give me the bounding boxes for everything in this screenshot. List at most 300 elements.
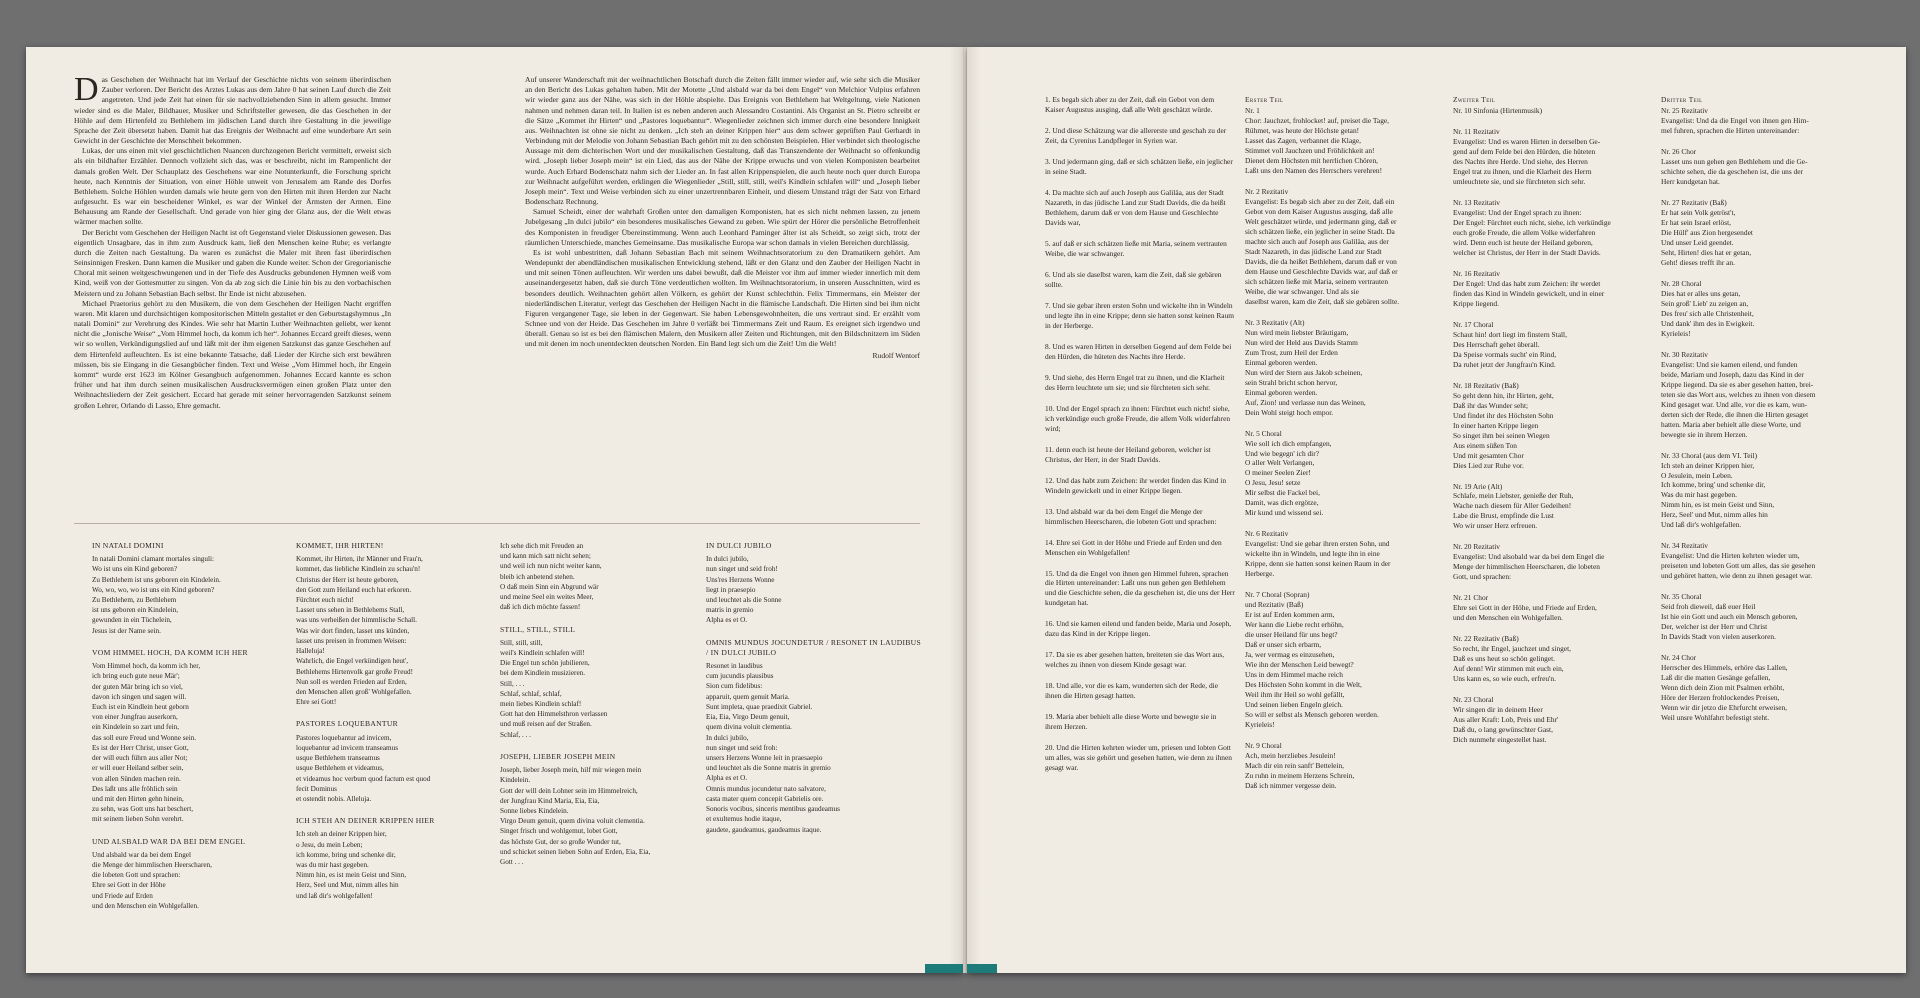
lyric-line: daß ich dich möchte fassen! (500, 603, 581, 612)
movement-line: Weibe, die war schwanger. Und als sie (1245, 286, 1359, 296)
gospel-verse: 8. Und es waren Hirten in derselben Gegend auf dem Felde bei den Hürden, die hüteten des Nachts ihre Herde. (1045, 341, 1232, 361)
lyric-line: und Friede auf Erden (92, 891, 153, 900)
gospel-verse: 6. Und als sie daselbst waren, kam die Zeit, daß sie gebären sollte. (1045, 269, 1222, 289)
movement-line: Dienet dem Höchsten mit herrlichen Chören, (1245, 155, 1378, 165)
part-3-column (1661, 95, 1871, 955)
movement-line: Rühmet, was heute der Höchste getan! (1245, 125, 1360, 135)
gospel-verse: 11. denn euch ist heute der Heiland geboren, welcher ist Christus, der Herr, in der Stadt Davids. (1045, 444, 1211, 464)
movement-line: machte sich auch auf Joseph aus Galiläa, aus der (1245, 236, 1389, 246)
movement-line: preiseten und lobeten Gott um alles, das sie gesehen (1661, 561, 1816, 571)
lyric-line: kommet, das liebliche Kindlein zu schau'n! (296, 565, 421, 574)
lyric-line: von einer Jungfrau auserkorn, (92, 713, 178, 722)
movement-line: Einmal geboren werden. (1245, 387, 1318, 397)
lyric-line: und kann mich satt nicht sehen; (500, 552, 591, 561)
gospel-verse: 10. Und der Engel sprach zu ihnen: Fürchtet euch nicht! siehe, ich verkündige euch große Freude, die allem Volk widerfahren wird; (1045, 403, 1231, 433)
movement-line: So will er selbst als Mensch geboren werden. (1245, 710, 1379, 720)
lyric-line: Sonne liebes Kindelein. (500, 806, 569, 815)
movement-line: Schaut hin! dort liegt im finstern Stall, (1453, 329, 1567, 339)
movement-line: Nun wird mein liebster Bräutigam, (1245, 327, 1349, 337)
lyric-line: den Gott zum Heiland euch hat erkoren. (296, 585, 412, 594)
movement-line: teten sie das Wort aus, welches zu ihnen von diesem (1661, 389, 1816, 399)
gospel-verse: 4. Da machte sich auf auch Joseph aus Galiläa, aus der Stadt Nazareth, in das jüdische Land zur Stadt Davids, die da heißt Bethlehem, darum daß er von dem Hause und Geschlechte Davids war, (1045, 187, 1226, 227)
essay-paragraph: Lukas, der uns einen mit viel geschichtlichen Nuancen durchzogenen Bericht vermittelt, erweist sich als ein bildhafter Erzähler. Dennoch vollzieht sich das, was er beschreibt, nicht im Rampenlicht der damals großen Welt. Der Schauplatz des Geschehens war eine Notunterkunft, die Forschung spricht heute, nach Kenntnis der Situation, von einer Höhle unweit von Jerusalem am Rande des Dorfes Bethlehem. Solche Höhlen wurden damals wie heute gern von den Hirten mit ihren Herden zur Nacht aufgesucht. Es war ein bescheidener Winkel, es war der Winkel der Ärmsten der Armen. Eine Behausung am Rande der Gesellschaft. Und gerade von hier ging der Glanz aus, der die Welt etwas wärmer machen sollte. (74, 146, 391, 227)
gospel-verse: 18. Und alle, vor die es kam, wunderten sich der Rede, die ihnen die Hirten gesagt hatten. (1045, 681, 1219, 701)
movement-line: Des Höchsten Sohn kommt in die Welt, (1245, 680, 1362, 690)
movement-line: umleuchtete sie, und sie fürchteten sich sehr. (1453, 176, 1586, 186)
movement-line: Engel trat zu ihnen, und die Klarheit des Herrn (1453, 166, 1592, 176)
movement-line: Der Engel: Und das habt zum Zeichen: ihr werdet (1453, 278, 1601, 288)
lyric-line: In dulci jubilo, (706, 555, 749, 564)
gospel-verse: 3. Und jedermann ging, daß er sich schätzen ließe, ein jeglicher in seine Stadt. (1045, 156, 1233, 176)
movement-title: Nr. 13 Rezitativ (1453, 197, 1501, 207)
movement-line: und gehöret hatten, wie denn zu ihnen gesaget war. (1661, 571, 1813, 581)
lyric-line: und laß dir's wohlgefallen! (296, 891, 373, 900)
movement-line: Daß ich nimmer vergesse dein. (1245, 781, 1337, 791)
lyric-line: der will euch führn aus aller Not; (92, 754, 188, 763)
movement-line: O aller Welt Verlangen, (1245, 458, 1315, 468)
movement-title: Nr. 20 Rezitativ (1453, 542, 1501, 552)
movement (1245, 187, 1445, 307)
movement (1453, 381, 1653, 471)
author-signature: Rudolf Wentorf (872, 350, 920, 360)
lyric-line: Singet frisch und wohlgemut, lobet Gott, (500, 827, 618, 836)
lyric-line: matris in gremio (706, 606, 754, 615)
lyric-line: und leuchtet als die Sonne (706, 596, 782, 605)
movement-line: gend auf dem Felde bei den Hürden, die hüteten (1453, 146, 1596, 156)
movement-title: Nr. 5 Choral (1245, 428, 1282, 438)
movement-line: Herz, Seel' und Mut, nimm alles hin (1661, 510, 1768, 520)
movement-line: Weil unsre Wohlfahrt befestigt steht. (1661, 713, 1770, 723)
essay-paragraph: as Geschehen der Weihnacht hat im Verlauf der Geschichte nichts von seinem überirdischen Zauber verloren. Der Bericht des Arztes Lukas aus dem Jahre 0 hat seinen Lauf durch die Zeit angetreten. Und jede Zeit hat einen für sie nachvollziehenden Sinn in allem gesucht. Immer wieder sind es die Maler, Bildhauer, Musiker und Schriftsteller gewesen, die das Geschehen in der Höhle auf dem Hirtenfeld zu Bethlehem im jüdischen Land durch ihre Gestaltung in die jeweilige Sprache der Zeit übersetzt haben. Damit hat das Ereignis der Weihnacht auf eine wunderbare Art sein Gewicht in der Geschichte der Menschheit bekommen. (74, 75, 391, 146)
movement-line: und Rezitativ (Baß) (1245, 600, 1304, 610)
lyric-line: Resonet in laudibus (706, 662, 763, 671)
lyric-line: fecit Dominus (296, 784, 337, 793)
lyric-line: Ich steh an deiner Krippen hier, (296, 830, 387, 839)
lyrics-column-4 (706, 541, 921, 961)
lyric-title: UND ALSBALD WAR DA BEI DEM ENGEL (92, 836, 246, 846)
lyric-block (706, 541, 921, 626)
lyric-line: Ich sehe dich mit Freuden an (500, 542, 584, 550)
movement-line: die unser Heiland für uns hegt? (1245, 630, 1338, 640)
lyric-line: Sonoris vocibus, sinceris mentibus gaudeamus (706, 805, 840, 814)
lyric-block (500, 752, 705, 867)
movement-line: Ach, mein herzliebes Jesulein! (1245, 751, 1336, 761)
movement-line: Herrscher des Himmels, erhöre das Lallen, (1661, 663, 1788, 673)
lyric-line: bei dem Kindlein musizieren. (500, 669, 586, 678)
movement-line: Geht! dieses trefft ihr an. (1661, 257, 1735, 267)
lyric-line: Halleluja! (296, 647, 325, 656)
gospel-verse: 9. Und siehe, des Herrn Engel trat zu ihnen, und die Klarheit des Herrn leuchtete um sie; und sie fürchteten sich sehr. (1045, 372, 1225, 392)
movement (1661, 147, 1871, 187)
movement-line: Chor: Jauchzet, frohlocket! auf, preiset die Tage, (1245, 115, 1390, 125)
lyric-title: STILL, STILL, STILL (500, 624, 576, 634)
lyric-line: und weil ich nun nicht weiter kann, (500, 562, 602, 571)
lyric-line: Sion cum fidelibus: (706, 682, 763, 691)
lyric-line: Kommet, ihr Hirten, ihr Männer und Frau'n, (296, 555, 423, 564)
movement-line: Seht, Hirten! dies hat er getan, (1661, 247, 1752, 257)
lyrics-column-3 (500, 541, 705, 961)
lyric-line: Ehre sei Gott in der Höhe (92, 881, 166, 890)
movement-line: Davids, die da heißet Bethlehem, darum daß er von (1245, 256, 1397, 266)
gospel-verse: 15. Und da die Engel von ihnen gen Himmel fuhren, sprachen die Hirten untereinander: Laßt uns nun gehen gen Bethlehem und die Geschichte sehen, die da geschehen ist, die uns der Herr kundgetan hat. (1045, 568, 1235, 608)
gospel-verse: 7. Und sie gebar ihren ersten Sohn und wickelte ihn in Windeln und legte ihn in eine Krippe; denn sie hatten sonst keinen Raum in der Herberge. (1045, 300, 1235, 330)
movement (1245, 529, 1445, 579)
lyric-line: Kindelein. (500, 776, 531, 785)
lyric-line: und leuchtet als die Sonne matris in gremio (706, 764, 831, 773)
movement-line: welcher ist Christus, der Herr in der Stadt Davids. (1453, 247, 1601, 257)
movement-line: Ich steh an deiner Krippen hier, (1661, 460, 1755, 470)
lyric-line: Zu Bethlehem ist uns geboren ein Kindelein. (92, 575, 221, 584)
movement-line: Was du mir hast gegeben. (1661, 490, 1737, 500)
movement (1453, 634, 1653, 684)
movement-line: bewegte sie in ihrem Herzen. (1661, 429, 1748, 439)
movement-line: Des freu' sich alle Christenheit, (1661, 308, 1754, 318)
lyric-line: Pastores loquebantur ad invicem, (296, 733, 392, 742)
movement-line: Kind gesaget war. Und alle, vor die es kam, wun- (1661, 399, 1808, 409)
lyric-line: und meine Seel ein weites Meer, (500, 593, 594, 602)
lyric-line: et videamus hoc verbum quod factum est quod (296, 774, 431, 783)
lyric-line: weil's Kindlein schlafen will! (500, 648, 585, 657)
lyric-title: PASTORES LOQUEBANTUR (296, 719, 398, 729)
movement (1245, 429, 1445, 519)
movement-line: Des Herrschaft gehet überall. (1453, 339, 1540, 349)
lyric-line: Uns'res Herzens Wonne (706, 575, 775, 584)
lyric-line: der guten Mär bring ich so viel, (92, 682, 183, 691)
movement-title: Nr. 28 Choral (1661, 278, 1702, 288)
movement-line: Da Speise vormals sucht' ein Rind, (1453, 349, 1557, 359)
movement-line: hatten. Maria aber behielt alle diese Worte, und (1661, 419, 1801, 429)
movement-line: So singet ihm bei seinen Wiegen (1453, 430, 1550, 440)
movement-line: Wir singen dir in deinem Heer (1453, 705, 1543, 715)
movement-line: Sein groß' Lieb' zu zeigen an, (1661, 298, 1749, 308)
movement (1661, 541, 1871, 581)
movement (1453, 198, 1653, 258)
movement-title: Nr. 11 Rezitativ (1453, 126, 1500, 136)
lyric-block (500, 541, 705, 613)
movement-line: daselbst waren, kam die Zeit, daß sie gebären sollte. (1245, 296, 1400, 306)
movement-title: Nr. 3 Rezitativ (Alt) (1245, 317, 1305, 327)
movement (1453, 695, 1653, 745)
lyric-line: das soll eure Freud und Wonne sein. (92, 733, 197, 742)
lyric-line: und schicket seinen lieben Sohn auf Erden, Eia, Eia, (500, 847, 651, 856)
gospel-verse: 17. Da sie es aber gesehen hatten, breiteten sie das Wort aus, welches zu ihnen von diesem Kinde gesagt war. (1045, 650, 1225, 670)
lyric-line: Eia, Eia, Virgo Deum genuit, (706, 713, 790, 722)
essay-paragraph: Michael Praetorius gehört zu den Musikern, die von dem Geschehen der Heiligen Nacht ergriffen waren. Mit klaren und durchsichtigen kompositorischen Mitteln gestaltet er den Geburtstagshymnus „In natali Domini“ zur Verehrung des Kindes. Wie sehr hat Martin Luther Weihnachten geliebt, wer kennt nicht die „Jonische Weise“ „Vom Himmel hoch, da komm ich her“. Johannes Eccard greift dieses, wenn wir so wollen, Verkündigungslied auf und läßt mit der ihm eigenen Satzkunst das ganze Geschehen auf dem Hirtenfeld aufleuchten. Es ist eine bekannte Tatsache, daß Lieder der Kirche sich erst bewähren müssen, bis sie Eingang in die Gesangbücher finden. Text und Weise „Vom Himmel hoch, ihr Engein kommt“ wurde erst 1623 im Kölner Gesangbuch aufgenommen. Johannes Eccard kannte es schon früher und hat ihm durch seinen musikalischen Ausdrucksvermögen einen großen Platz unter den Weihnachtsliedern der Zeit gesichert. Eccard hat gerade mit seiner hervorragenden Satzkunst seinem großen Lehrer, Orlando di Lasso, Ehre gemacht. (74, 298, 391, 410)
movement-line: schichte sehen, die da geschehen ist, die uns der (1661, 166, 1804, 176)
lyric-block (296, 541, 506, 707)
movement-line: Daß du, o lang gewünschter Gast, (1453, 725, 1553, 735)
movement-line: Und seinen lieben Engeln gleich. (1245, 700, 1343, 710)
lyric-line: Wo, wo, wo, wo ist uns ein Kind geboren? (92, 585, 215, 594)
movement-title: Nr. 16 Rezitativ (1453, 268, 1501, 278)
lyric-block (92, 541, 292, 636)
lyric-line: der Jungfrau Kind Maria, Eia, Eia, (500, 796, 600, 805)
movement-line: Einmal geboren werden. (1245, 357, 1318, 367)
movement (1661, 451, 1871, 531)
movement-line: Er hat sein Volk getröst't, (1661, 207, 1736, 217)
lyric-line: quem divina voluit clementia. (706, 723, 792, 732)
movement-line: Wie soll ich dich empfangen, (1245, 438, 1332, 448)
lyric-line: casta mater quem concepit Gabrielis ore. (706, 794, 824, 803)
lyric-line: Alpha es et O. (706, 774, 748, 783)
movement-line: Nun wird der Held aus Davids Stamm (1245, 337, 1358, 347)
movement-title: Nr. 2 Rezitativ (1245, 186, 1289, 196)
movement-line: Die Hülf' aus Zion hergesendet (1661, 227, 1753, 237)
lyric-title: ICH STEH AN DEINER KRIPPEN HIER (296, 816, 435, 826)
left-panel (26, 47, 963, 973)
movement-line: Wache nach diesem für Aller Gedeihen! (1453, 501, 1572, 511)
lyric-line: und den Menschen ein Wohlgefallen. (92, 901, 199, 910)
movement-line: In Davids Stadt von vielen auserkoren. (1661, 632, 1776, 642)
movement-line: Seid froh dieweil, daß euer Heil (1661, 602, 1756, 612)
lyric-line: Omnis mundus jocundetur nato salvatore, (706, 784, 826, 793)
movement (1453, 320, 1653, 370)
lyric-line: nun singet und seid froh: (706, 743, 778, 752)
movement (1661, 279, 1871, 339)
essay-paragraph: Samuel Scheidt, einer der wahrhaft Großen unter den damaligen Komponisten, hat es sich nicht nehmen lassen, zu jenem Jubelgesang „In dulci jubilo“ ein besonderes musikalisches Gewand zu geben. Wie spürt der Hörer die persönliche Betroffenheit des Komponisten in freudiger Übereinstimmung. Wenn auch Leonhard Paminger älter ist als Scheidt, so zeigt sich, trotz der räumlichen Unterschiede, manches Gemeinsame. Das musikalische Europa war schon damals in vielen Bereichen durchlässig. (525, 207, 920, 247)
lyric-line: et ostendit nobis. Alleluja. (296, 794, 372, 803)
lyric-block (296, 719, 506, 804)
movement-line: Evangelist: Und da die Engel von ihnen gen Him- (1661, 115, 1809, 125)
lyric-line: zu sehn, was Gott uns hat beschert, (92, 805, 194, 814)
lyric-line: Schlaf, . . . (500, 730, 531, 739)
movement-line: sein Strahl bricht schon hervor, (1245, 377, 1338, 387)
lyric-line: und mit den Hirten gehn hinein, (92, 794, 184, 803)
lyric-line: unsers Herzens Wonne leit in praesaepio (706, 754, 823, 763)
movement-line: Gott, und sprachen: (1453, 572, 1512, 582)
lyric-line: Gott hat den Himmelsthron verlassen (500, 710, 608, 719)
lyric-line: Sunt impleta, quae praedixit Gabriel. (706, 702, 813, 711)
movement-line: Schlafe, mein Liebster, genieße der Ruh, (1453, 491, 1574, 501)
movement-title: Nr. 34 Rezitativ (1661, 541, 1709, 551)
movement-line: Mir kund und wissend sei. (1245, 508, 1324, 518)
movement-line: Dich nunmehr eingestellet hast. (1453, 735, 1547, 745)
movement-line: Laß dir die matten Gesänge gefallen, (1661, 673, 1771, 683)
movement-title: Nr. 17 Choral (1453, 319, 1494, 329)
movement-line: Der Engel: Fürchtet euch nicht, siehe, ich verkündige (1453, 217, 1611, 227)
lyric-line: Still, . . . (500, 679, 525, 688)
movement-line: O Jesulein, mein Leben. (1661, 470, 1733, 480)
lyric-line: Jesus ist der Name sein. (92, 626, 161, 635)
movement (1453, 542, 1653, 582)
right-panel (967, 47, 1906, 973)
lyric-line: Euch ist ein Kindlein heut geborn (92, 702, 189, 711)
lyric-line: Christus der Herr ist heute geboren, (296, 575, 399, 584)
fold-shadow (949, 47, 963, 973)
movement (1453, 106, 1653, 116)
movement (1661, 106, 1871, 136)
lyric-block (92, 837, 292, 911)
lyric-line: mit seinem lieben Sohn verehrt. (92, 815, 184, 824)
movement-line: Höre der Herzen frohlockendes Preisen, (1661, 693, 1780, 703)
movement-line: Dies Lied zur Ruhe vor. (1453, 460, 1524, 470)
lyric-line: Ehre sei Gott! (296, 698, 337, 707)
movement-line: Da ruhet jetzt der Jungfrau'n Kind. (1453, 359, 1556, 369)
lyric-line: davon ich singen und sagen will. (92, 692, 187, 701)
lyric-title: VOM HIMMEL HOCH, DA KOMM ICH HER (92, 647, 248, 657)
movement-line: Stadt Nazareth, in das jüdische Land zur Stadt (1245, 246, 1382, 256)
movement-title: Nr. 19 Arie (Alt) (1453, 481, 1503, 491)
lyric-line: Gott . . . (500, 858, 524, 867)
lyric-line: Still, still, still, (500, 638, 543, 647)
movement (1453, 482, 1653, 532)
movement-title: Nr. 30 Rezitativ (1661, 349, 1709, 359)
lyric-line: Joseph, lieber Joseph mein, hilf mir wiegen mein (500, 766, 642, 775)
movement-title: Nr. 22 Rezitativ (Baß) (1453, 634, 1519, 644)
movement-line: finden das Kind in Windeln gewickelt, und in einer (1453, 288, 1605, 298)
movement-line: Und wie begegn' ich dir? (1245, 448, 1319, 458)
lyric-line: Herz, Seel und Mut, nimm alles hin (296, 881, 399, 890)
movement-line: Wenn dich dein Zion mit Psalmen erhöht, (1661, 683, 1785, 693)
movement (1661, 198, 1871, 268)
movement-line: Nun wird der Stern aus Jakob scheinen, (1245, 367, 1363, 377)
movement-line: und den Menschen ein Wohlgefallen. (1453, 613, 1563, 623)
movement-line: Dies hat er alles uns getan, (1661, 288, 1741, 298)
movement (1245, 106, 1445, 176)
lyric-line: Die Engel tun schön jubilieren, (500, 659, 590, 668)
lyric-line: o Jesu, du mein Leben; (296, 840, 363, 849)
movement-title: Nr. 25 Rezitativ (1661, 105, 1709, 115)
lyric-line: gewunden in ein Tüchelein, (92, 616, 172, 625)
movement-line: Evangelist: Und der Engel sprach zu ihnen: (1453, 207, 1582, 217)
movement-line: sich schätzen ließe, ein jeglicher in seine Stadt. Da (1245, 226, 1395, 236)
lyric-line: apparuit, quem genuit Maria. (706, 692, 790, 701)
movement-line: Daß es uns heut so schön gelinget. (1453, 654, 1556, 664)
movement-line: Ich komme, bring' und schenke dir, (1661, 480, 1766, 490)
movement-title: Nr. 23 Choral (1453, 695, 1494, 705)
lyric-line: die lobeten Gott und sprachen: (92, 871, 181, 880)
lyric-line: In dulci jubilo, (706, 733, 749, 742)
lyric-line: liegt in praesepio (706, 585, 756, 594)
lyrics-column-1 (92, 541, 292, 961)
part-heading: Erster Teil (1245, 95, 1284, 104)
lyric-line: O daß mein Sinn ein Abgrund wär (500, 582, 599, 591)
lyric-line: nun singet und seid froh! (706, 565, 778, 574)
movement-line: Herberge. (1245, 569, 1275, 579)
movement-line: Gebot von dem Kaiser Augustus ausging, daß alle (1245, 206, 1393, 216)
lyric-line: cum jucundis plausibus (706, 672, 774, 681)
movement-title: Nr. 24 Chor (1661, 653, 1697, 663)
lyric-title: IN NATALI DOMINI (92, 541, 164, 550)
movement-line: sich schätzen ließe mit Maria, seinem vertrauten (1245, 276, 1389, 286)
lyric-line: Fürchtet euch nicht! (296, 596, 354, 605)
movement (1661, 592, 1871, 642)
lyric-line: Schlaf, schlaf, schlaf, (500, 689, 562, 698)
movement-line: Er ist auf Erden kommen arm, (1245, 610, 1335, 620)
gospel-verse: 2. Und diese Schätzung war die allererste und geschah zu der Zeit, da Cyrenius Landpfleger in Syrien war. (1045, 125, 1227, 145)
lyric-line: die Menge der himmlischen Heerscharen, (92, 860, 212, 869)
movement-line: Stimmet voll Jauchzen und Fröhlichkeit an! (1245, 145, 1375, 155)
lyric-block (500, 625, 705, 740)
movement-line: Und laß dir's wohlgefallen. (1661, 520, 1742, 530)
essay-paragraph: Der Bericht vom Geschehen der Heiligen Nacht ist oft Gegenstand vieler Diskussionen gewesen. Das eigentlich Unsagbare, das in ihm zum Ausdruck kam, ließ den Menschen keine Ruhe; es verlangte durch die Zeiten nach Gestaltung. Da waren es zunächst die Maler mit ihren fast überirdischen Seinsinnigen Fresken. Dann kamen die Musiker und gaben die Kunde weiter. Schon der Gregorianische Choral mit seinen weitgeschwungenen und in der Tiefe des Ausdrucks gebundenen Hymnen weiß vom Kind, weiß von der Gottesmutter zu singen. Von da ab zog sich die Linie hin bis zu den vorbachischen Meistern und zu Johann Sebastian Bach selbst. Ihr Ende ist nicht abzusehen. (74, 227, 391, 298)
movement-line: dem Hause und Geschlechte Davids war, auf daß er (1245, 266, 1398, 276)
movement-line: Und unser Leid geendet. (1661, 237, 1734, 247)
movement-line: Aus einem süßen Ton (1453, 440, 1518, 450)
lyric-line: Lasset uns sehen in Bethlehems Stall, (296, 606, 405, 615)
movement-line: Ehre sei Gott in der Höhe, und Friede auf Erden, (1453, 603, 1597, 613)
movement-line: Welt geschätzet würde, und jedermann ging, daß er (1245, 216, 1397, 226)
movement-title: Nr. 18 Rezitativ (Baß) (1453, 380, 1519, 390)
album-gatefold (26, 47, 1906, 973)
movement-line: Und dank' ihm des in Ewigkeit. (1661, 318, 1755, 328)
lyric-block (296, 816, 506, 901)
lyric-line: Und alsbald war da bei dem Engel (92, 850, 191, 859)
movement-line: Herr kundgetan hat. (1661, 176, 1720, 186)
essay-column-2 (525, 75, 920, 515)
movement-line: Kyrieleis! (1245, 720, 1275, 730)
gospel-verse: 19. Maria aber behielt alle diese Worte und bewegte sie in ihrem Herzen. (1045, 712, 1217, 732)
drop-cap: D (74, 75, 99, 108)
movement-line: Auf, Zion! und verlasse nun das Weinen, (1245, 397, 1366, 407)
movement-title: Nr. 6 Rezitativ (1245, 529, 1289, 539)
movement-line: O meiner Seelen Zier! (1245, 468, 1311, 478)
lyric-line: Gott der will dein Lohner sein im Himmelreich, (500, 786, 638, 795)
movement-title: Nr. 35 Choral (1661, 592, 1702, 602)
lyric-line: usque Bethlehem transeamus (296, 754, 380, 763)
part-2-column (1453, 95, 1653, 955)
lyric-title: JOSEPH, LIEBER JOSEPH MEIN (500, 751, 616, 761)
essay-paragraph: Es ist wohl unbestritten, daß Johann Sebastian Bach mit seinem Weihnachtsoratorium zu den Dramatikern gehört. Am Wendepunkt der abendländischen musikalischen Entwicklung stehend, läßt er den Glanz und den Zauber der Heiligen Nacht in und mit seinen Tönen aufleuchten. Wir werden uns dabei bewußt, daß die Meister vor ihm auf immer wieder innerlich mit dem auseinandergesetzt haben, daß sie durch Töne verdeutlichen wollten. Im Weihnachtsoratorium, in unseren Ausschnitten, wird es besonders deutlich. Weihnachten gehört allen Völkern, es gehört der Kunst schlechthin. Felix Timmermans, ein Meister der niederländischen Literatur, verlegt das Geschehen der Heiligen Nacht in die flämische Landschaft. Die Hirten sind bei ihm nicht Figuren vergangener Tage, sie leben in der Gegenwart. Sie haben Lebensgewohnheiten, die uns vertraut sind. Er erzählt vom Schnee und von der Heide. Das Geschehen im Jahre 0 verläßt bei Timmermans Zeit und Raum. Es ereignet sich irgendwo und überall. Genau so ist es bei den flämischen Malern, den Musikern aller Zeiten und Richtungen, mit den Bildschnitzern im Süden und mit denen im noch unentdeckten deutschen Norden. Ein Band legt sich um die Zeit! Um die Welt! (525, 247, 920, 349)
movement-line: mel fuhren, sprachen die Hirten untereinander: (1661, 125, 1800, 135)
gospel-verse: 5. auf daß er sich schätzen ließe mit Maria, seinem vertrauten Weibe, die war schwanger. (1045, 238, 1227, 258)
gospel-verse: 16. Und sie kamen eilend und fanden beide, Maria und Joseph, dazu das Kind in der Krippe liegen. (1045, 619, 1232, 639)
movement (1453, 127, 1653, 187)
movement-line: Uns kann es, so wie euch, erfreu'n. (1453, 674, 1556, 684)
part-1-column (1245, 95, 1445, 955)
movement-line: In einer harten Krippe liegen (1453, 420, 1539, 430)
movement-line: Evangelist: Und es waren Hirten in derselben Ge- (1453, 136, 1601, 146)
movement-line: derten sich der Rede, die ihnen die Hirten gesaget (1661, 409, 1809, 419)
movement-title: Nr. 1 (1245, 105, 1260, 115)
essay-column-1 (74, 75, 391, 515)
lyric-block (706, 638, 921, 835)
lyric-line: loquebantur ad invicem transeamus (296, 743, 398, 752)
lyric-line: usque Bethlehem et videamus, (296, 764, 384, 773)
movement-line: Laßt uns den Namen des Herrschers verehren! (1245, 165, 1383, 175)
lyric-title: KOMMET, IHR HIRTEN! (296, 541, 384, 550)
lyric-line: Vom Himmel hoch, da komm ich her, (92, 662, 201, 671)
section-divider (74, 523, 920, 524)
movement-line: Krippe liegend. Da sie es aber gesehen hatten, brei- (1661, 379, 1814, 389)
movement-title: Nr. 27 Rezitativ (Baß) (1661, 197, 1727, 207)
lyric-line: er will euer Heiland selber sein, (92, 764, 184, 773)
movement-line: Ist hie ein Gott und auch ein Mensch geboren, (1661, 612, 1798, 622)
movement-line: Und mit gesamten Chor (1453, 450, 1524, 460)
movement-line: Damit, was dich ergötze, (1245, 498, 1319, 508)
lyric-line: was uns verheißen der himmlische Schall. (296, 616, 417, 625)
lyric-line: gaudete, gaudeamus, gaudeamus itaque. (706, 825, 822, 834)
lyric-line: was du mir hast gegeben. (296, 860, 369, 869)
movement-line: Daß er unser sich erbarm, (1245, 640, 1322, 650)
fold-shadow (967, 47, 981, 973)
gospel-verse: 12. Und das habt zum Zeichen: ihr werdet finden das Kind in Windeln gewickelt und in einer Krippe liegen. (1045, 475, 1227, 495)
movement-line: Wer kann die Liebe recht erhöhn, (1245, 620, 1344, 630)
movement-line: beide, Mariam und Joseph, dazu das Kind in der (1661, 369, 1804, 379)
lyric-line: et exultemus hodie itaque, (706, 815, 782, 824)
gospel-verses-column (1045, 95, 1235, 955)
movement-line: Auf denn! Wir stimmen mit euch ein, (1453, 664, 1564, 674)
movement (1661, 350, 1871, 440)
movement-line: Mir selbst die Fackel bei, (1245, 488, 1320, 498)
movement (1661, 653, 1871, 723)
movement-line: Und findet ihr des Höchsten Sohn (1453, 410, 1554, 420)
movement-line: Daß ihr das Wunder seht; (1453, 400, 1529, 410)
movement-line: Weil ihm ihr Heil so wohl gefällt, (1245, 690, 1345, 700)
lyric-line: Es ist der Herr Christ, unser Gott, (92, 743, 189, 752)
part-heading: Dritter Teil (1661, 95, 1703, 104)
movement-title: Nr. 9 Choral (1245, 741, 1282, 751)
